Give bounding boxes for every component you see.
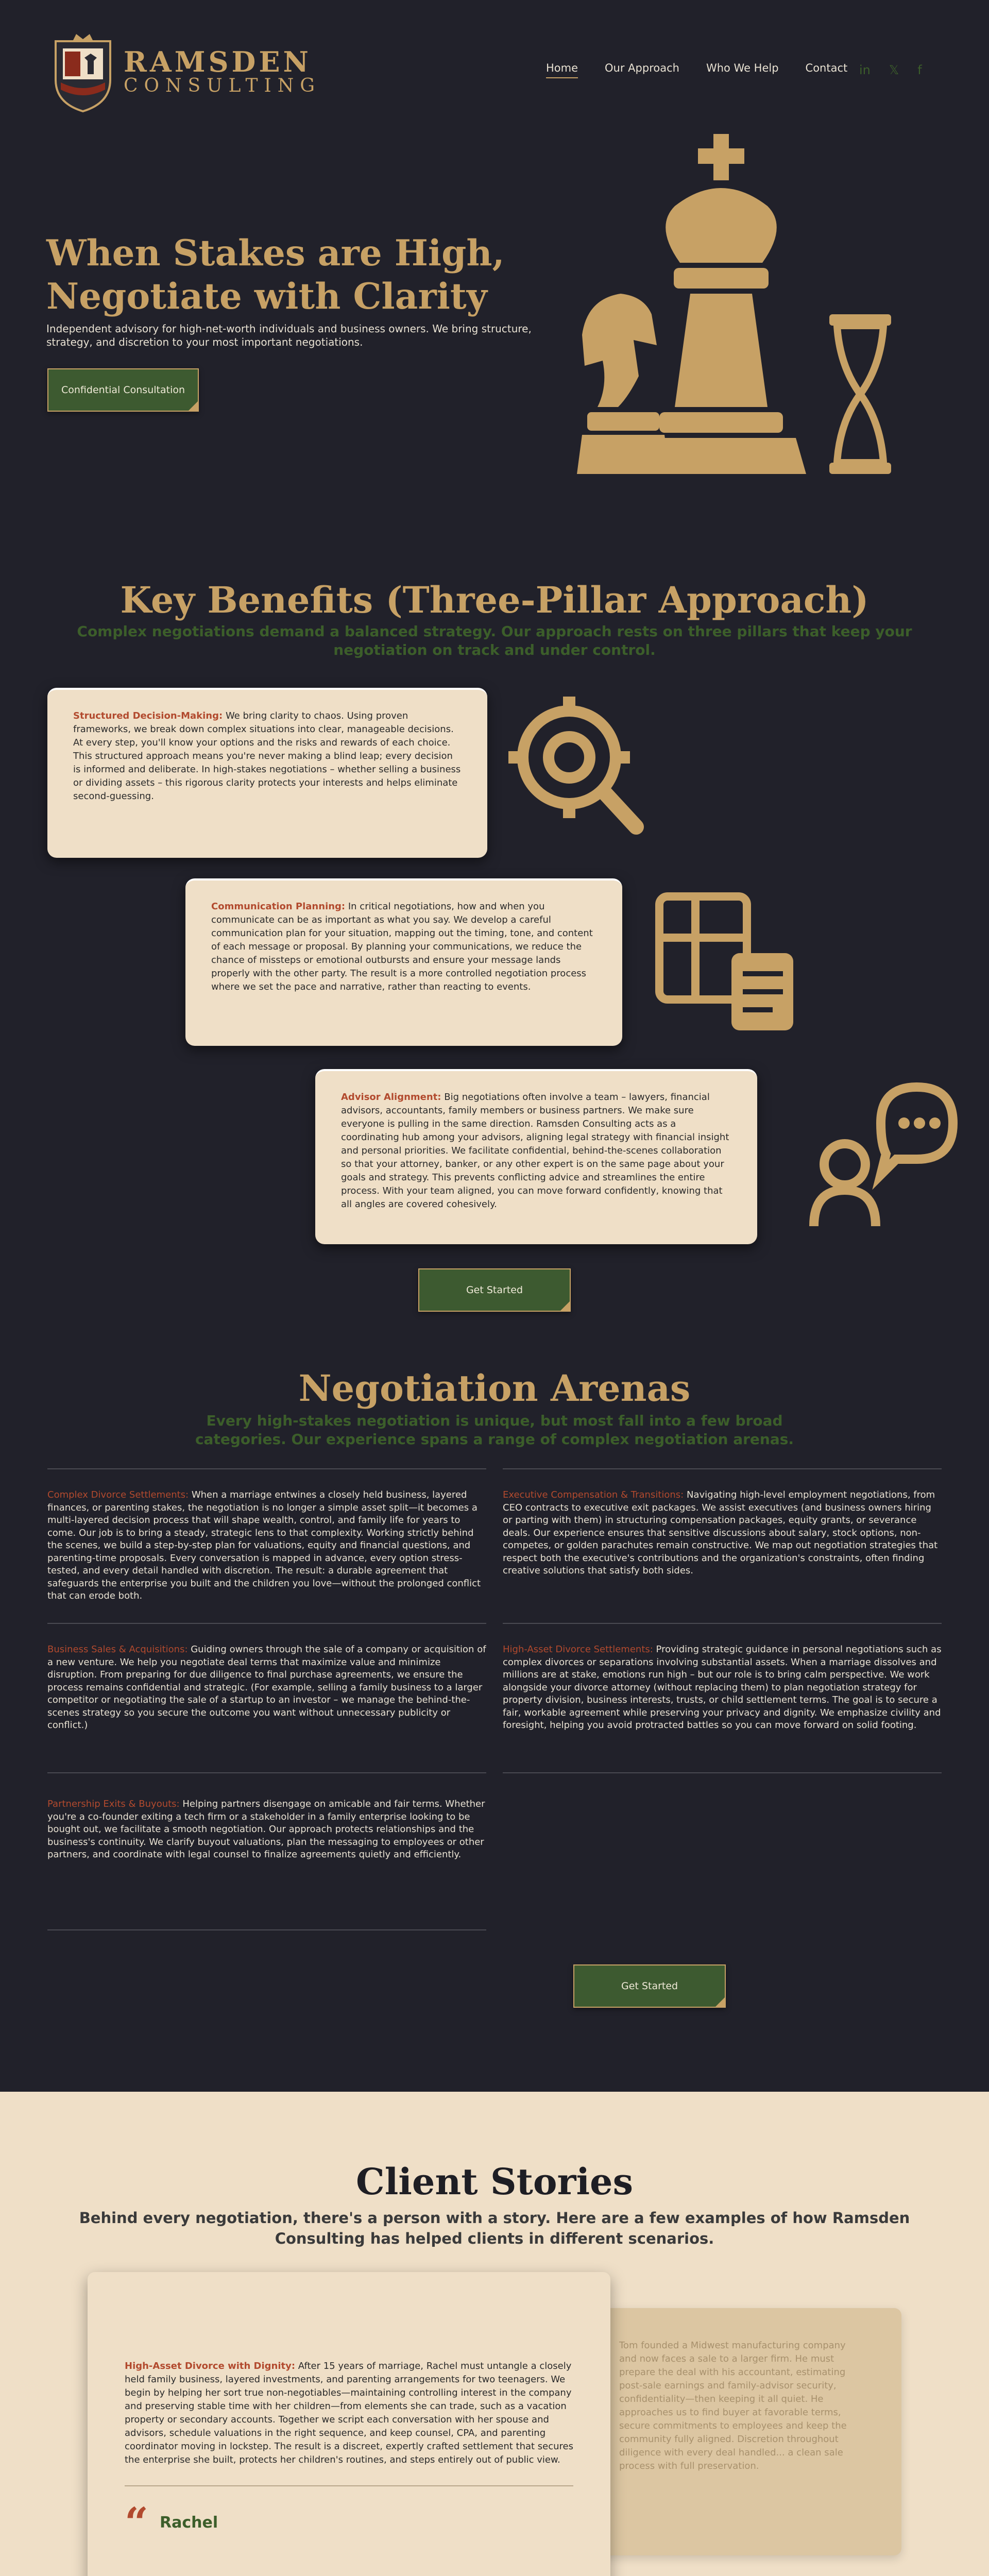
confidential-consultation-button[interactable]: Confidential Consultation: [47, 368, 199, 412]
brand-name: RAMSDEN: [124, 45, 312, 78]
brand-tagline: CONSULTING: [124, 75, 321, 96]
benefit-card-communication: [185, 878, 622, 1046]
divider: [47, 1623, 486, 1624]
brand-logo[interactable]: [52, 31, 321, 113]
divider: [47, 1772, 486, 1773]
arena-body: Guiding owners through the sale of a company or acquisition of a new venture. We help you negotiate deal terms that maximize value and minimize disruption. From preparing for due diligence to final purchase agreements, we ensure the process remains confidential and strategic. (For example, selling a family business to a larger competitor or negotiating the sale of a startup to an investor – we manage the behind-the-scenes strategy so you secure the outcome you want without unnecessary publicity or conflict.): [47, 1644, 486, 1731]
arena-partnership-exits: [47, 1798, 486, 1861]
hero-description: Independent advisory for high-net-worth individuals and business owners. We bring structure, strategy, and discretion to your most important negotiations.: [46, 323, 532, 348]
story-heading: High-Asset Divorce with Dignity:: [125, 2361, 296, 2371]
nav-our-approach[interactable]: Our Approach: [605, 62, 679, 74]
arena-heading: Partnership Exits & Buyouts:: [47, 1799, 180, 1809]
nav-contact[interactable]: Contact: [805, 62, 848, 74]
crest-icon: [52, 31, 114, 113]
arena-body: When a marriage entwines a closely held business, layered finances, or parenting stakes, the negotiation is no longer a simple asset split—it becomes a multi-layered decision process that will shape wealth, control, and family life for years to come. Our job is to bring a steady, strategic lens to that complexity. Working strictly behind the scenes, we build a step-by-step plan for valuations, equity and financial questions, and parenting-time proposals. Every conversation is mapped in advance, every option stress-tested, and every detail handled with discretion. The result: a durable agreement that safeguards the enterprise you built and the children you love—without the prolonged conflict that can erode both.: [47, 1489, 481, 1601]
chess-king-knight-hourglass-illustration: [536, 118, 927, 510]
nav-who-we-help[interactable]: Who We Help: [706, 62, 779, 74]
social-links: [859, 63, 922, 77]
hero-title: [46, 232, 510, 318]
benefit-card-alignment: [315, 1069, 757, 1244]
story-card-active: [88, 2272, 610, 2576]
main-nav: [546, 62, 847, 78]
arena-heading: Business Sales & Acquisitions:: [47, 1644, 188, 1655]
arena-high-asset-divorce: [503, 1643, 942, 1732]
arena-body: Helping partners disengage on amicable and fair terms. Whether you're a co-founder exiting a tech firm or a stakeholder in a family enterprise looking to be bought out, we facilitate a smooth negotiation. Our approach protects relationships and the business's continuity. We clarify buyout valuations, plan the messaging to employees or other partners, and coordinate with legal counsel to finalize agreements quietly and efficiently.: [47, 1799, 485, 1860]
arenas-subtitle: Every high-stakes negotiation is unique, but most fall into a few broad categories. Our experience spans a range of complex negotiation arenas.: [195, 1412, 794, 1448]
story-attribution: [125, 2498, 573, 2547]
arena-heading: High-Asset Divorce Settlements:: [503, 1644, 653, 1655]
gear-search-icon: [507, 690, 652, 840]
client-stories-section: [0, 2092, 989, 2576]
arena-heading: Complex Divorce Settlements:: [47, 1489, 189, 1500]
benefits-subtitle: Complex negotiations demand a balanced strategy. Our approach rests on three pillars that keep your negotiation on track and under control.: [77, 623, 912, 658]
divider: [47, 1468, 486, 1469]
quote-icon: “: [125, 2498, 149, 2547]
stories-title: Client Stories: [355, 2160, 634, 2203]
story-text: [125, 2360, 573, 2467]
benefit-card-structured: [47, 688, 487, 858]
benefit-heading: Advisor Alignment:: [341, 1092, 441, 1103]
story-body: After 15 years of marriage, Rachel must untangle a closely held family business, layered investments, and parenting arrangements for two teenagers. We begin by helping her sort true non-negotiables—maintaining controlling interest in the company and preserving stable time with her children—from elements she can trade, such as a vacation property or secondary accounts. Together we script each conversation with her spouse and advisors, schedule valuations in the right sequence, and keep counsel, CPA, and parenting coordinator moving in lockstep. The result is a discreet, expertly crafted settlement that secures the enterprise she built, protects her children's routines, and steps entirely out of public view.: [125, 2361, 574, 2465]
facebook-icon[interactable]: f: [917, 63, 922, 77]
site-header: [0, 0, 989, 129]
stories-subtitle: Behind every negotiation, there's a person with a story. Here are a few examples of how Ramsden Consulting has helped clients in different scenarios.: [79, 2209, 910, 2247]
divider: [47, 1929, 486, 1930]
benefit-body: Big negotiations often involve a team – lawyers, financial advisors, accountants, family members or business partners. We make sure everyone is pulling in the same direction. Ramsden Consulting acts as a coordinating hub among your advisors, aligning legal strategy with financial insight and personal priorities. We facilitate confidential, behind-the-scenes collaboration so that your attorney, banker, or any other expert is on the same page about your goals and strategy. This prevents conflicting advice and streamlines the entire process. With your team aligned, you can move forward confidently, knowing that all angles are covered cohesively.: [341, 1092, 729, 1210]
arena-body: Navigating high-level employment negotiations, from CEO contracts to executive exit packages. We assist executives (and business owners hiring or parting with them) in structuring compensation packages, equity grants, or severance deals. Our experience ensures that sensitive discussions about salary, stock options, non-competes, or golden parachutes remain constructive. We map out negotiation strategies that respect both the executive's contributions and the organization's constraints, often finding creative solutions that satisfy both sides.: [503, 1489, 938, 1576]
team-chat-icon: [804, 1077, 958, 1231]
flowchart-document-icon: [654, 886, 798, 1036]
benefits-title: Key Benefits (Three-Pillar Approach): [120, 579, 869, 621]
get-started-button-2[interactable]: Get Started: [573, 1964, 726, 2008]
hero-title-line-2: Negotiate with Clarity: [46, 276, 487, 317]
benefit-heading: Communication Planning:: [211, 901, 346, 912]
arena-executive-compensation: [503, 1489, 942, 1578]
divider: [125, 2485, 573, 2486]
divider: [503, 1623, 942, 1624]
arena-heading: Executive Compensation & Transitions:: [503, 1489, 684, 1500]
nav-home[interactable]: Home: [546, 62, 578, 78]
arena-body: Providing strategic guidance in personal negotiations such as complex divorces or separations involving substantial assets. When a marriage dissolves and millions are at stake, emotions run high – but our role is to bring calm perspective. We work alongside your divorce attorney (without replacing them) to plan negotiation strategy for property division, business interests, trusts, or child settlement terms. The goal is to secure a fair, workable agreement while preserving your privacy and dignity. We emphasize civility and foresight, helping you avoid protracted battles so you can move forward on solid footing.: [503, 1644, 942, 1731]
story-next-body: Tom founded a Midwest manufacturing company and now faces a sale to a larger firm. He must prepare the deal with his accountant, estimating post-sale earnings and family-advisor security, confidentiality—then keeping it all quiet. He approaches us to find buyer at favorable terms, secure commitments to employees and keep the community fully aligned. Discretion throughout diligence with every deal handled... a clean sale process with full preservation.: [619, 2340, 847, 2471]
twitter-icon[interactable]: 𝕏: [889, 63, 899, 77]
arena-complex-divorce: [47, 1489, 486, 1603]
get-started-button[interactable]: Get Started: [418, 1268, 571, 1312]
story-card-next[interactable]: [582, 2308, 901, 2555]
linkedin-icon[interactable]: in: [859, 63, 871, 77]
hero-title-line-1: When Stakes are High,: [46, 232, 505, 274]
arenas-title: Negotiation Arenas: [298, 1367, 691, 1410]
arena-business-sales: [47, 1643, 486, 1732]
divider: [503, 1468, 942, 1469]
benefit-heading: Structured Decision-Making:: [73, 710, 223, 721]
divider: [503, 1772, 942, 1773]
story-client-name: Rachel: [160, 2513, 218, 2532]
benefit-body: We bring clarity to chaos. Using proven frameworks, we break down complex situations into clear, manageable decisions. At every step, you'll know your options and the risks and rewards of each choice. This structured approach means you're never making a blind leap; every decision is informed and deliberate. In high-stakes negotiations – whether selling a business or dividing assets – this rigorous clarity protects your interests and helps eliminate second-guessing.: [73, 710, 461, 802]
benefit-body: In critical negotiations, how and when you communicate can be as important as what you say. We develop a careful communication plan for your situation, mapping out the timing, tone, and content of each message or proposal. By planning your communications, we reduce the chance of missteps or emotional outbursts and ensure your message lands properly with the other party. The result is a more controlled negotiation process where we set the pace and narrative, rather than reacting to events.: [211, 901, 593, 992]
